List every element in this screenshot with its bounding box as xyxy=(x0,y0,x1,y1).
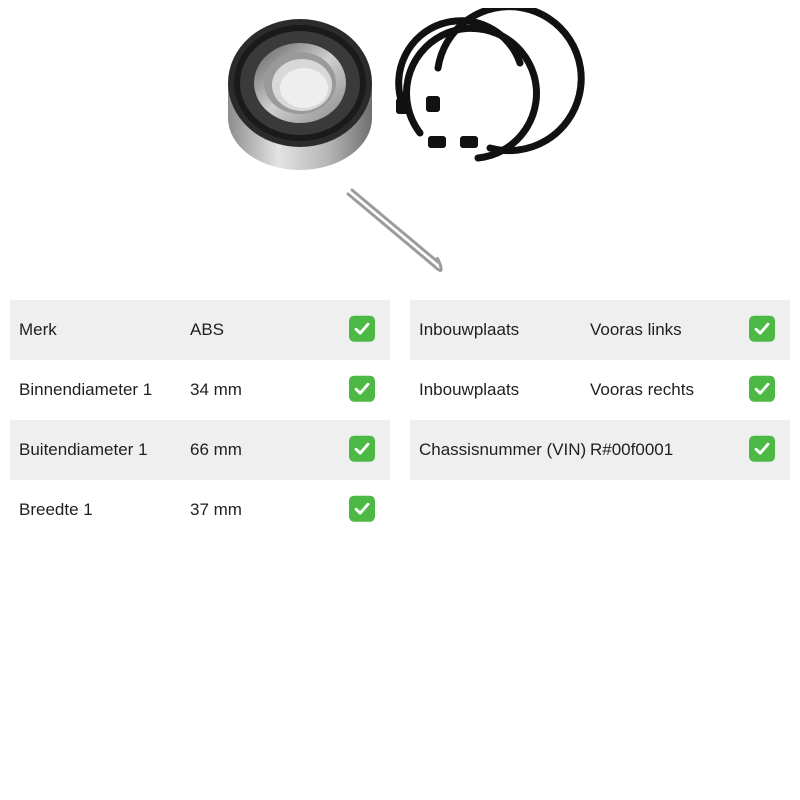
spec-value: 37 mm xyxy=(190,500,242,519)
spec-value: 66 mm xyxy=(190,440,242,459)
spec-table-right xyxy=(410,300,790,480)
spec-row-inbouwplaats-links xyxy=(410,300,790,360)
spec-value: R#00f0001 xyxy=(590,440,674,459)
spec-table-left xyxy=(10,300,390,540)
spec-label: Buitendiameter 1 xyxy=(19,440,148,459)
spec-label: Binnendiameter 1 xyxy=(19,380,153,399)
check-icon xyxy=(749,316,775,342)
bearing-shape xyxy=(228,19,372,170)
spec-label: Breedte 1 xyxy=(19,500,93,519)
check-icon xyxy=(749,376,775,402)
spec-row-merk xyxy=(10,300,390,360)
spec-value: Vooras links xyxy=(590,320,682,339)
circlip-shapes xyxy=(399,8,582,158)
check-icon xyxy=(349,436,375,462)
check-icon xyxy=(349,496,375,522)
spec-label: Inbouwplaats xyxy=(419,320,520,339)
spec-label: Merk xyxy=(19,320,57,339)
spec-value: 34 mm xyxy=(190,380,242,399)
check-icon xyxy=(349,316,375,342)
spec-value: Vooras rechts xyxy=(590,380,694,399)
spec-row-buitendiameter xyxy=(10,420,390,480)
split-pin-shape xyxy=(348,190,441,271)
check-icon xyxy=(349,376,375,402)
check-icon xyxy=(749,436,775,462)
spec-row-chassisnummer xyxy=(410,420,790,480)
spec-label: Inbouwplaats xyxy=(419,380,520,399)
spec-row-binnendiameter xyxy=(10,360,390,420)
spec-row-breedte xyxy=(10,480,390,540)
spec-value: ABS xyxy=(190,320,225,339)
product-image xyxy=(220,8,590,288)
spec-row-inbouwplaats-rechts xyxy=(410,360,790,420)
spec-label: Chassisnummer (VIN) xyxy=(419,440,587,459)
